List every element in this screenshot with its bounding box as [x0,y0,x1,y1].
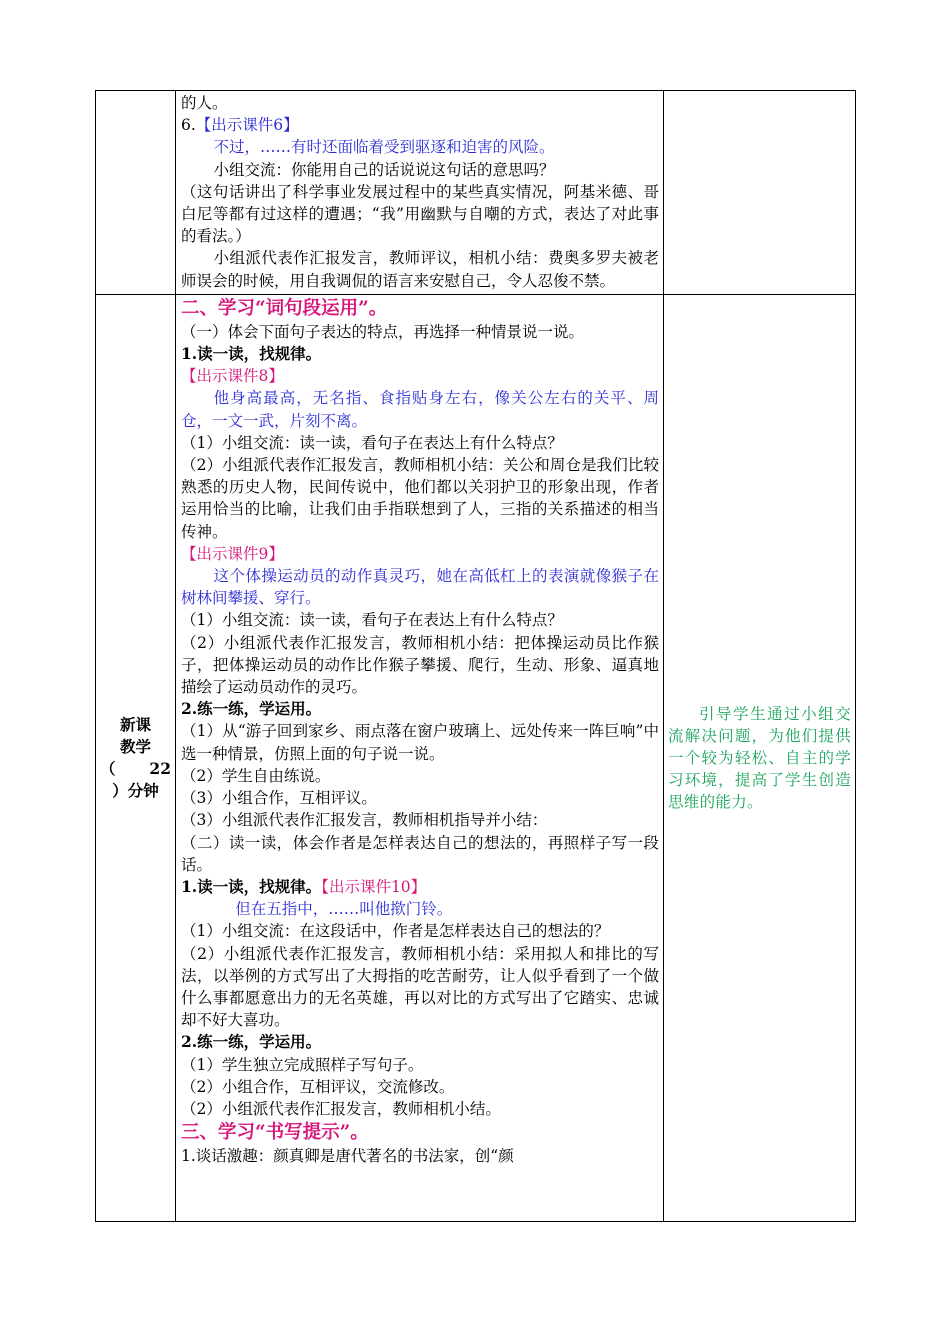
table-row [96,294,856,1221]
text-line: （2）小组派代表作汇报发言，教师相机小结：关公和周仓是我们比较熟悉的历史人物，民间传说中，他们都以关羽护卫的形象出现，作者运用恰当的比喻，让我们由手指联想到了人，三指的关系描述的相当传神。 [181,456,659,541]
stage-cell [96,294,176,1221]
quoted-sentence: 不过，……有时还面临着受到驱逐和迫害的风险。 [213,138,555,157]
stage-label: ）分钟 [112,780,159,800]
design-note: 引导学生通过小组交流解决问题，为他们提供一个较为轻松、自主的学习环境，提高了学生创造思维的能力。 [668,704,851,811]
text-line: （1）小组交流：在这段话中，作者是怎样表达自己的想法的？ [181,922,610,941]
step-heading: 2.练一练，学运用。 [181,1032,322,1052]
content-cell [176,294,664,1221]
stage-cell-empty [96,91,176,295]
text-line: 6.【出示课件6】 [181,116,299,135]
courseware-tag: 【出示课件9】 [181,544,284,563]
content-cell [176,91,664,295]
text-line: （这句话讲出了科学事业发展过程中的某些真实情况，阿基米德、哥白尼等都有过这样的遭遇；“我”用幽默与自嘲的方式，表达了对此事的看法。） [181,182,659,246]
text-line: （2）小组合作，互相评议，交流修改。 [181,1077,455,1096]
text-line: （2）学生自由练说。 [181,766,331,785]
stage-minutes: 22 [149,758,171,778]
section-heading: 三、学习“书写提示”。 [181,1122,369,1144]
quoted-sentence: 他身高最高，无名指、食指贴身左右，像关公左右的关平、周仓，一文一武，片刻不离。 [181,389,659,430]
courseware-tag: 【出示课件10】 [321,877,427,896]
text-line: 小组派代表作汇报发言，教师评议，相机小结：费奥多罗夫被老师误会的时候，用自我调侃的语言来安慰自己，令人忍俊不禁。 [181,249,659,290]
note-cell [664,294,856,1221]
quoted-sentence: 但在五指中，……叫他揿门铃。 [235,900,453,919]
text-line: （2）小组派代表作汇报发言，教师相机小结。 [181,1099,501,1118]
text-line: （2）小组派代表作汇报发言，教师相机小结：把体操运动员比作猴子，把体操运动员的动作比作猴子攀援、爬行，生动、形象、逼真地描绘了运动员动作的灵巧。 [181,633,659,697]
text-line: （1）小组交流：读一读，看句子在表达上有什么特点？ [181,433,563,452]
text-line: （3）小组派代表作汇报发言，教师相机指导并小结： [181,811,548,830]
text-line: （3）小组合作，互相评议。 [181,789,377,808]
text-line: （一）体会下面句子表达的特点，再选择一种情景说一说。 [181,322,585,341]
step-heading: 1.读一读，找规律。 [181,876,322,896]
lesson-plan-table [95,90,856,1222]
text-line: 1.谈话激趣：颜真卿是唐代著名的书法家，创“颜 [181,1147,514,1166]
courseware-tag: 【出示课件6】 [195,116,299,135]
text-line: （2）小组派代表作汇报发言，教师相机小结：采用拟人和排比的写法，以举例的方式写出了大拇指的吃苦耐劳，让人似乎看到了一个做什么事都愿意出力的无名英雄，再以对比的方式写出了它踏实、忠诚却不好大喜功。 [181,944,659,1030]
stage-label: 教学 [119,736,151,756]
text-line: （二）读一读，体会作者是怎样表达自己的想法的，再照样子写一段话。 [181,833,659,874]
text-line: 小组交流：你能用自己的话说说这句话的意思吗？ [213,160,555,179]
text-line: （1）从“游子回到家乡、雨点落在窗户玻璃上、远处传来一阵巨响”中选一种情景，仿照上面的句子说一说。 [181,722,659,763]
courseware-tag: 【出示课件8】 [181,367,284,386]
text-line: （1）学生独立完成照样子写句子。 [181,1055,424,1074]
table-row [96,91,856,295]
text-line: （1）小组交流：读一读，看句子在表达上有什么特点？ [181,611,563,630]
step-heading: 1.读一读，找规律。 [181,344,322,364]
stage-label: 新课 [119,714,151,734]
text-line [181,876,659,898]
quoted-sentence: 这个体操运动员的动作真灵巧，她在高低杠上的表演就像猴子在树林间攀援、穿行。 [181,567,659,608]
text-line: 的人。 [181,94,228,112]
step-heading: 2.练一练，学运用。 [181,699,322,719]
note-cell-empty [664,91,856,295]
stage-minutes-row: （ 22 [100,758,171,778]
section-heading: 二、学习“词句段运用”。 [181,297,388,319]
